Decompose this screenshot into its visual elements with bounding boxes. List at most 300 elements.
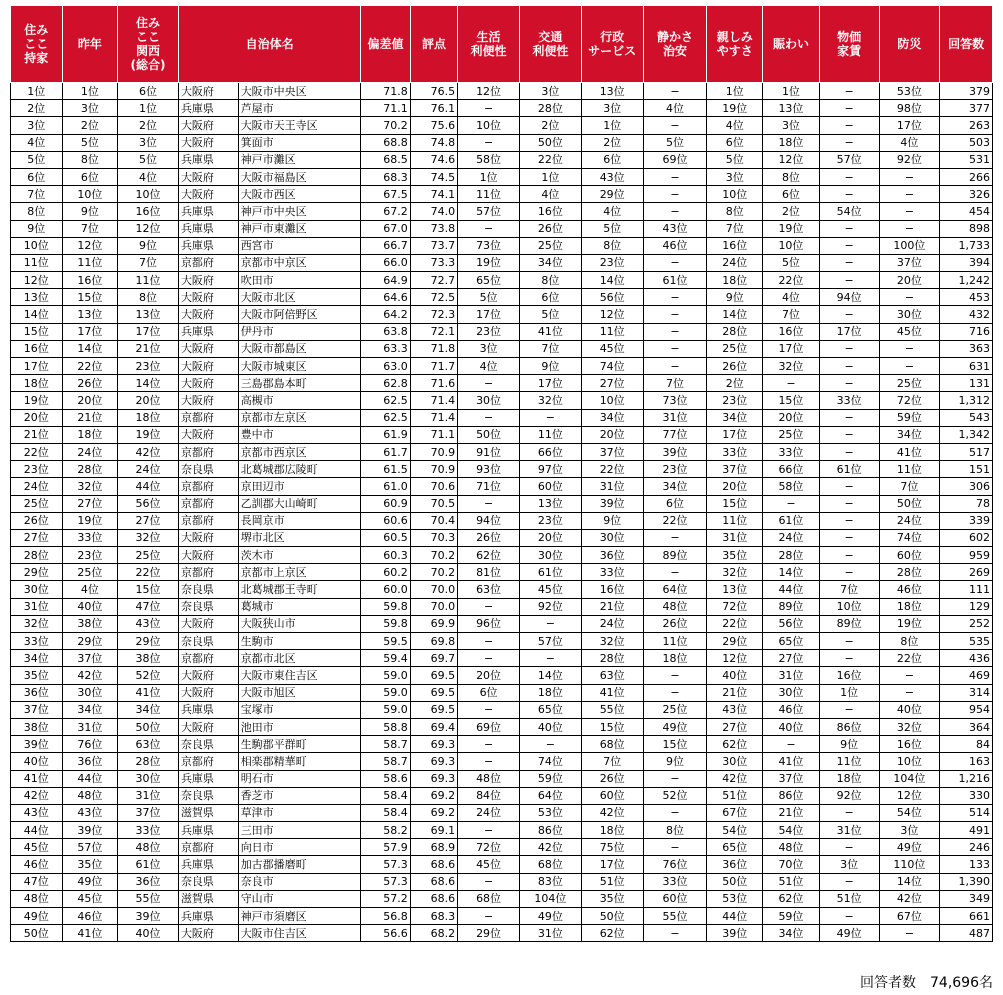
admin-cell: 56位 xyxy=(581,289,643,306)
prefecture-cell: 大阪府 xyxy=(178,529,238,546)
table-row xyxy=(11,340,993,357)
friendliness-cell: 30位 xyxy=(707,753,763,770)
responses-cell: 959 xyxy=(940,547,993,564)
friendliness-cell: 3位 xyxy=(707,168,763,185)
convenience-cell: − xyxy=(458,736,520,753)
city-cell: 北葛城郡広陵町 xyxy=(238,461,361,478)
quiet-cell: − xyxy=(643,323,707,340)
friendliness-cell: 35位 xyxy=(707,547,763,564)
last-year-cell: 31位 xyxy=(62,718,118,735)
convenience-cell: 72位 xyxy=(458,839,520,856)
header-disaster: 防災 xyxy=(879,6,940,83)
rank-cell: 28位 xyxy=(11,547,63,564)
admin-cell: 36位 xyxy=(581,547,643,564)
price-cell: − xyxy=(819,134,879,151)
city-cell: 草津市 xyxy=(238,804,361,821)
kansai-rank-cell: 29位 xyxy=(118,633,179,650)
rank-cell: 12位 xyxy=(11,272,63,289)
price-cell: − xyxy=(819,272,879,289)
quiet-cell: 48位 xyxy=(643,598,707,615)
quiet-cell: 23位 xyxy=(643,461,707,478)
table-row xyxy=(11,254,993,271)
admin-cell: 33位 xyxy=(581,564,643,581)
liveliness-cell: 14位 xyxy=(763,564,820,581)
header-responses: 回答数 xyxy=(940,6,993,83)
score-cell: 68.9 xyxy=(410,839,457,856)
disaster-cell: 10位 xyxy=(879,753,940,770)
score-cell: 69.4 xyxy=(410,718,457,735)
price-cell: 33位 xyxy=(819,392,879,409)
convenience-cell: 12位 xyxy=(458,83,520,100)
admin-cell: 23位 xyxy=(581,254,643,271)
price-cell: − xyxy=(819,495,879,512)
price-cell: − xyxy=(819,409,879,426)
admin-cell: 32位 xyxy=(581,633,643,650)
prefecture-cell: 京都府 xyxy=(178,409,238,426)
price-cell: − xyxy=(819,908,879,925)
table-row xyxy=(11,770,993,787)
quiet-cell: − xyxy=(643,564,707,581)
last-year-cell: 11位 xyxy=(62,254,118,271)
transport-cell: 65位 xyxy=(519,701,581,718)
transport-cell: 9位 xyxy=(519,358,581,375)
transport-cell: 97位 xyxy=(519,461,581,478)
responses-cell: 84 xyxy=(940,736,993,753)
price-cell: 31位 xyxy=(819,822,879,839)
disaster-cell: − xyxy=(879,684,940,701)
table-row xyxy=(11,461,993,478)
last-year-cell: 30位 xyxy=(62,684,118,701)
last-year-cell: 33位 xyxy=(62,529,118,546)
convenience-cell: 62位 xyxy=(458,547,520,564)
table-row xyxy=(11,650,993,667)
transport-cell: − xyxy=(519,736,581,753)
responses-cell: 469 xyxy=(940,667,993,684)
quiet-cell: − xyxy=(643,839,707,856)
price-cell: − xyxy=(819,564,879,581)
city-cell: 茨木市 xyxy=(238,547,361,564)
prefecture-cell: 京都府 xyxy=(178,753,238,770)
friendliness-cell: 51位 xyxy=(707,787,763,804)
deviation-cell: 61.0 xyxy=(361,478,410,495)
last-year-cell: 22位 xyxy=(62,358,118,375)
prefecture-cell: 大阪府 xyxy=(178,168,238,185)
rank-cell: 9位 xyxy=(11,220,63,237)
table-row xyxy=(11,925,993,942)
kansai-rank-cell: 4位 xyxy=(118,168,179,185)
rank-cell: 40位 xyxy=(11,753,63,770)
prefecture-cell: 大阪府 xyxy=(178,272,238,289)
friendliness-cell: 1位 xyxy=(707,83,763,100)
prefecture-cell: 大阪府 xyxy=(178,547,238,564)
friendliness-cell: 16位 xyxy=(707,237,763,254)
friendliness-cell: 65位 xyxy=(707,839,763,856)
liveliness-cell: 65位 xyxy=(763,633,820,650)
city-cell: 相楽郡精華町 xyxy=(238,753,361,770)
table-row xyxy=(11,667,993,684)
deviation-cell: 61.7 xyxy=(361,443,410,460)
responses-cell: 491 xyxy=(940,822,993,839)
responses-cell: 394 xyxy=(940,254,993,271)
score-cell: 68.3 xyxy=(410,908,457,925)
admin-cell: 51位 xyxy=(581,873,643,890)
table-body xyxy=(11,83,993,942)
rank-cell: 3位 xyxy=(11,117,63,134)
price-cell: − xyxy=(819,873,879,890)
disaster-cell: 30位 xyxy=(879,306,940,323)
score-cell: 69.5 xyxy=(410,701,457,718)
admin-cell: 14位 xyxy=(581,272,643,289)
convenience-cell: − xyxy=(458,822,520,839)
score-cell: 72.3 xyxy=(410,306,457,323)
city-cell: 大阪市西区 xyxy=(238,186,361,203)
price-cell: − xyxy=(819,254,879,271)
rank-cell: 45位 xyxy=(11,839,63,856)
liveliness-cell: 62位 xyxy=(763,890,820,907)
quiet-cell: − xyxy=(643,340,707,357)
convenience-cell: 5位 xyxy=(458,289,520,306)
score-cell: 70.9 xyxy=(410,461,457,478)
transport-cell: 13位 xyxy=(519,495,581,512)
liveliness-cell: 22位 xyxy=(763,272,820,289)
responses-cell: 349 xyxy=(940,890,993,907)
quiet-cell: 76位 xyxy=(643,856,707,873)
rank-cell: 47位 xyxy=(11,873,63,890)
responses-cell: 1,242 xyxy=(940,272,993,289)
last-year-cell: 19位 xyxy=(62,512,118,529)
table-row xyxy=(11,186,993,203)
table-row xyxy=(11,684,993,701)
prefecture-cell: 奈良県 xyxy=(178,581,238,598)
convenience-cell: 91位 xyxy=(458,443,520,460)
rank-cell: 21位 xyxy=(11,426,63,443)
quiet-cell: 49位 xyxy=(643,718,707,735)
table-row xyxy=(11,701,993,718)
last-year-cell: 18位 xyxy=(62,426,118,443)
table-row xyxy=(11,581,993,598)
price-cell: − xyxy=(819,168,879,185)
city-cell: 池田市 xyxy=(238,718,361,735)
prefecture-cell: 京都府 xyxy=(178,495,238,512)
deviation-cell: 64.2 xyxy=(361,306,410,323)
table-row xyxy=(11,804,993,821)
price-cell: − xyxy=(819,701,879,718)
admin-cell: 45位 xyxy=(581,340,643,357)
friendliness-cell: 25位 xyxy=(707,340,763,357)
table-row xyxy=(11,409,993,426)
rank-cell: 30位 xyxy=(11,581,63,598)
prefecture-cell: 兵庫県 xyxy=(178,237,238,254)
score-cell: 74.1 xyxy=(410,186,457,203)
last-year-cell: 13位 xyxy=(62,306,118,323)
convenience-cell: 24位 xyxy=(458,804,520,821)
city-cell: 京都市上京区 xyxy=(238,564,361,581)
rank-cell: 13位 xyxy=(11,289,63,306)
responses-cell: 454 xyxy=(940,203,993,220)
price-cell: − xyxy=(819,100,879,117)
price-cell: 54位 xyxy=(819,203,879,220)
disaster-cell: − xyxy=(879,358,940,375)
quiet-cell: − xyxy=(643,667,707,684)
kansai-rank-cell: 47位 xyxy=(118,598,179,615)
last-year-cell: 17位 xyxy=(62,323,118,340)
quiet-cell: 52位 xyxy=(643,787,707,804)
convenience-cell: 69位 xyxy=(458,718,520,735)
table-row xyxy=(11,718,993,735)
prefecture-cell: 兵庫県 xyxy=(178,856,238,873)
responses-cell: 661 xyxy=(940,908,993,925)
responses-cell: 543 xyxy=(940,409,993,426)
convenience-cell: − xyxy=(458,409,520,426)
score-cell: 68.6 xyxy=(410,890,457,907)
convenience-cell: − xyxy=(458,650,520,667)
prefecture-cell: 奈良県 xyxy=(178,598,238,615)
admin-cell: 6位 xyxy=(581,151,643,168)
kansai-rank-cell: 52位 xyxy=(118,667,179,684)
rank-cell: 8位 xyxy=(11,203,63,220)
kansai-rank-cell: 23位 xyxy=(118,358,179,375)
prefecture-cell: 奈良県 xyxy=(178,736,238,753)
admin-cell: 31位 xyxy=(581,478,643,495)
city-cell: 北葛城郡王寺町 xyxy=(238,581,361,598)
rank-cell: 34位 xyxy=(11,650,63,667)
score-cell: 70.6 xyxy=(410,478,457,495)
city-cell: 葛城市 xyxy=(238,598,361,615)
header-transport: 交通 利便性 xyxy=(519,6,581,83)
quiet-cell: 9位 xyxy=(643,753,707,770)
kansai-rank-cell: 16位 xyxy=(118,203,179,220)
deviation-cell: 68.5 xyxy=(361,151,410,168)
convenience-cell: 68位 xyxy=(458,890,520,907)
liveliness-cell: 19位 xyxy=(763,220,820,237)
transport-cell: 34位 xyxy=(519,254,581,271)
last-year-cell: 15位 xyxy=(62,289,118,306)
score-cell: 73.8 xyxy=(410,220,457,237)
last-year-cell: 6位 xyxy=(62,168,118,185)
disaster-cell: 24位 xyxy=(879,512,940,529)
friendliness-cell: 72位 xyxy=(707,598,763,615)
header-sumikoko-owned: 住み ここ 持家 xyxy=(11,6,63,83)
quiet-cell: 18位 xyxy=(643,650,707,667)
transport-cell: 41位 xyxy=(519,323,581,340)
friendliness-cell: 11位 xyxy=(707,512,763,529)
liveliness-cell: 3位 xyxy=(763,117,820,134)
kansai-rank-cell: 43位 xyxy=(118,615,179,632)
city-cell: 明石市 xyxy=(238,770,361,787)
last-year-cell: 41位 xyxy=(62,925,118,942)
disaster-cell: 60位 xyxy=(879,547,940,564)
score-cell: 69.5 xyxy=(410,667,457,684)
disaster-cell: 98位 xyxy=(879,100,940,117)
last-year-cell: 25位 xyxy=(62,564,118,581)
kansai-rank-cell: 13位 xyxy=(118,306,179,323)
disaster-cell: 53位 xyxy=(879,83,940,100)
rank-cell: 35位 xyxy=(11,667,63,684)
kansai-rank-cell: 30位 xyxy=(118,770,179,787)
kansai-rank-cell: 11位 xyxy=(118,272,179,289)
transport-cell: 59位 xyxy=(519,770,581,787)
prefecture-cell: 大阪府 xyxy=(178,306,238,323)
convenience-cell: 19位 xyxy=(458,254,520,271)
disaster-cell: − xyxy=(879,220,940,237)
score-cell: 75.6 xyxy=(410,117,457,134)
deviation-cell: 71.1 xyxy=(361,100,410,117)
last-year-cell: 38位 xyxy=(62,615,118,632)
city-cell: 奈良市 xyxy=(238,873,361,890)
admin-cell: 11位 xyxy=(581,323,643,340)
city-cell: 吹田市 xyxy=(238,272,361,289)
convenience-cell: 45位 xyxy=(458,856,520,873)
quiet-cell: − xyxy=(643,203,707,220)
deviation-cell: 62.8 xyxy=(361,375,410,392)
score-cell: 70.0 xyxy=(410,581,457,598)
admin-cell: 43位 xyxy=(581,168,643,185)
kansai-rank-cell: 31位 xyxy=(118,787,179,804)
city-cell: 三田市 xyxy=(238,822,361,839)
deviation-cell: 62.5 xyxy=(361,409,410,426)
deviation-cell: 67.2 xyxy=(361,203,410,220)
transport-cell: 66位 xyxy=(519,443,581,460)
transport-cell: 49位 xyxy=(519,908,581,925)
responses-cell: 1,390 xyxy=(940,873,993,890)
score-cell: 69.2 xyxy=(410,787,457,804)
responses-cell: 111 xyxy=(940,581,993,598)
score-cell: 74.8 xyxy=(410,134,457,151)
disaster-cell: 22位 xyxy=(879,650,940,667)
header-sumikoko-kansai: 住み ここ 関西 (総合) xyxy=(118,6,179,83)
disaster-cell: 14位 xyxy=(879,873,940,890)
transport-cell: − xyxy=(519,409,581,426)
score-cell: 73.7 xyxy=(410,237,457,254)
deviation-cell: 70.2 xyxy=(361,117,410,134)
friendliness-cell: 39位 xyxy=(707,925,763,942)
quiet-cell: − xyxy=(643,83,707,100)
friendliness-cell: 27位 xyxy=(707,718,763,735)
responses-cell: 269 xyxy=(940,564,993,581)
admin-cell: 2位 xyxy=(581,134,643,151)
city-cell: 京都市北区 xyxy=(238,650,361,667)
admin-cell: 75位 xyxy=(581,839,643,856)
liveliness-cell: 1位 xyxy=(763,83,820,100)
disaster-cell: 11位 xyxy=(879,461,940,478)
liveliness-cell: 8位 xyxy=(763,168,820,185)
deviation-cell: 58.8 xyxy=(361,718,410,735)
last-year-cell: 4位 xyxy=(62,581,118,598)
last-year-cell: 36位 xyxy=(62,753,118,770)
score-cell: 73.3 xyxy=(410,254,457,271)
deviation-cell: 57.9 xyxy=(361,839,410,856)
responses-cell: 129 xyxy=(940,598,993,615)
friendliness-cell: 43位 xyxy=(707,701,763,718)
responses-cell: 163 xyxy=(940,753,993,770)
disaster-cell: 59位 xyxy=(879,409,940,426)
prefecture-cell: 兵庫県 xyxy=(178,822,238,839)
kansai-rank-cell: 55位 xyxy=(118,890,179,907)
kansai-rank-cell: 39位 xyxy=(118,908,179,925)
friendliness-cell: 26位 xyxy=(707,358,763,375)
score-cell: 69.9 xyxy=(410,615,457,632)
friendliness-cell: 34位 xyxy=(707,409,763,426)
kansai-rank-cell: 40位 xyxy=(118,925,179,942)
kansai-rank-cell: 22位 xyxy=(118,564,179,581)
prefecture-cell: 兵庫県 xyxy=(178,220,238,237)
table-row xyxy=(11,839,993,856)
responses-cell: 602 xyxy=(940,529,993,546)
table-row xyxy=(11,564,993,581)
liveliness-cell: 16位 xyxy=(763,323,820,340)
quiet-cell: 25位 xyxy=(643,701,707,718)
score-cell: 68.6 xyxy=(410,873,457,890)
convenience-cell: − xyxy=(458,753,520,770)
admin-cell: 26位 xyxy=(581,770,643,787)
transport-cell: 50位 xyxy=(519,134,581,151)
last-year-cell: 49位 xyxy=(62,873,118,890)
prefecture-cell: 大阪府 xyxy=(178,83,238,100)
table-row xyxy=(11,822,993,839)
last-year-cell: 29位 xyxy=(62,633,118,650)
price-cell: − xyxy=(819,186,879,203)
liveliness-cell: 37位 xyxy=(763,770,820,787)
prefecture-cell: 大阪府 xyxy=(178,925,238,942)
prefecture-cell: 兵庫県 xyxy=(178,323,238,340)
friendliness-cell: 23位 xyxy=(707,392,763,409)
quiet-cell: 26位 xyxy=(643,615,707,632)
admin-cell: 22位 xyxy=(581,461,643,478)
liveliness-cell: 61位 xyxy=(763,512,820,529)
transport-cell: 61位 xyxy=(519,564,581,581)
friendliness-cell: 21位 xyxy=(707,684,763,701)
last-year-cell: 14位 xyxy=(62,340,118,357)
table-header-row xyxy=(11,6,993,83)
score-cell: 71.1 xyxy=(410,426,457,443)
friendliness-cell: 12位 xyxy=(707,650,763,667)
convenience-cell: 30位 xyxy=(458,392,520,409)
score-cell: 70.5 xyxy=(410,495,457,512)
friendliness-cell: 24位 xyxy=(707,254,763,271)
city-cell: 芦屋市 xyxy=(238,100,361,117)
liveliness-cell: 59位 xyxy=(763,908,820,925)
rank-cell: 20位 xyxy=(11,409,63,426)
score-cell: 71.6 xyxy=(410,375,457,392)
admin-cell: 29位 xyxy=(581,186,643,203)
prefecture-cell: 京都府 xyxy=(178,478,238,495)
table-row xyxy=(11,633,993,650)
rank-cell: 46位 xyxy=(11,856,63,873)
deviation-cell: 59.5 xyxy=(361,633,410,650)
deviation-cell: 66.0 xyxy=(361,254,410,271)
rank-cell: 42位 xyxy=(11,787,63,804)
admin-cell: 41位 xyxy=(581,684,643,701)
disaster-cell: 92位 xyxy=(879,151,940,168)
liveliness-cell: 30位 xyxy=(763,684,820,701)
convenience-cell: − xyxy=(458,375,520,392)
disaster-cell: 7位 xyxy=(879,478,940,495)
convenience-cell: − xyxy=(458,633,520,650)
price-cell: 11位 xyxy=(819,753,879,770)
responses-cell: 631 xyxy=(940,358,993,375)
responses-cell: 716 xyxy=(940,323,993,340)
kansai-rank-cell: 44位 xyxy=(118,478,179,495)
kansai-rank-cell: 56位 xyxy=(118,495,179,512)
admin-cell: 16位 xyxy=(581,581,643,598)
score-cell: 69.3 xyxy=(410,753,457,770)
deviation-cell: 56.8 xyxy=(361,908,410,925)
responses-cell: 517 xyxy=(940,443,993,460)
liveliness-cell: 7位 xyxy=(763,306,820,323)
deviation-cell: 62.5 xyxy=(361,392,410,409)
rank-cell: 39位 xyxy=(11,736,63,753)
kansai-rank-cell: 18位 xyxy=(118,409,179,426)
